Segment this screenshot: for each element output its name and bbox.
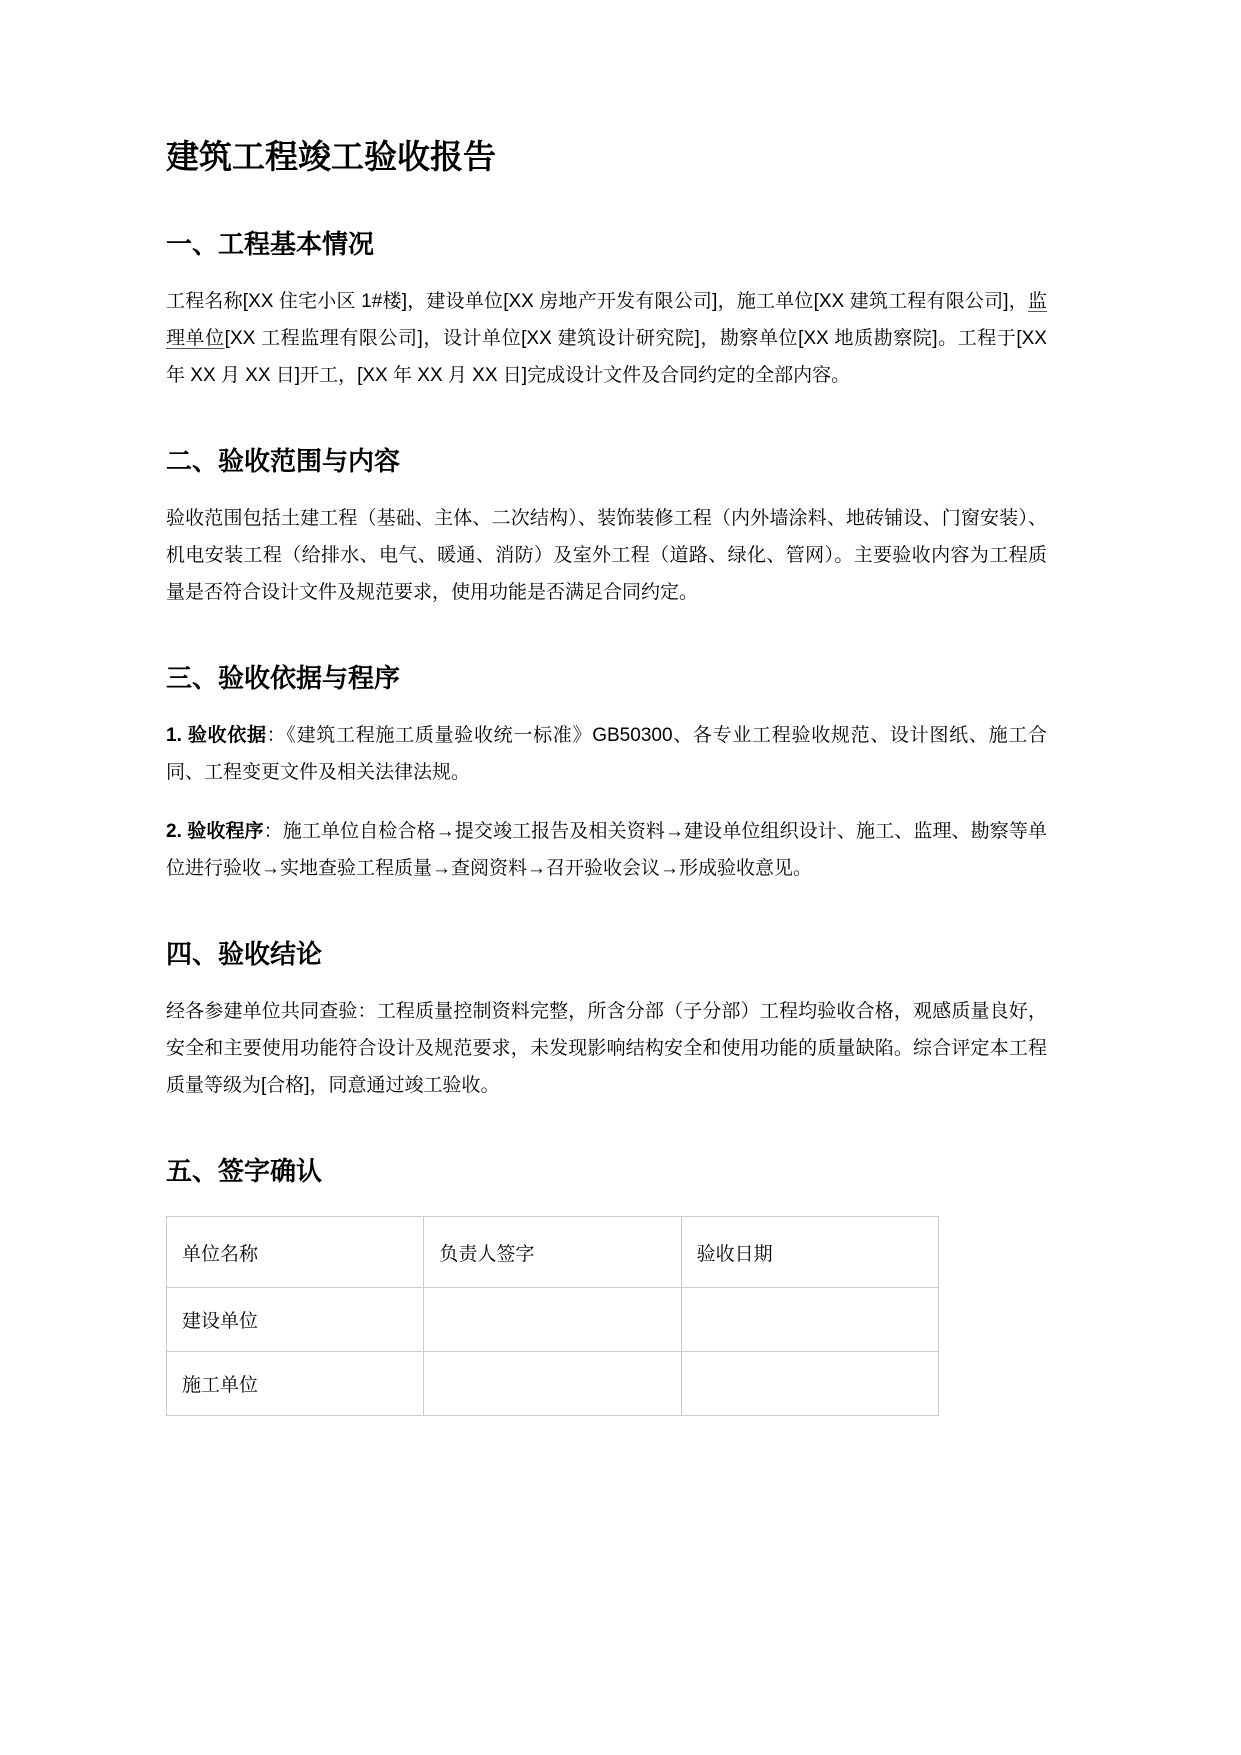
table-cell-date xyxy=(681,1352,938,1416)
project-info-text-before: 工程名称[XX 住宅小区 1#楼]，建设单位[XX 房地产开发有限公司]，施工单位[XX 建筑工程有限公司]， xyxy=(166,291,1028,312)
acceptance-procedure-label: 2. 验收程序 xyxy=(166,821,264,842)
section-heading-5: 五、签字确认 xyxy=(166,1156,323,1186)
table-cell-signature xyxy=(424,1352,681,1416)
table-cell-unit-name: 建设单位 xyxy=(167,1288,424,1352)
table-header-unit-name: 单位名称 xyxy=(167,1217,424,1288)
section-heading-1: 一、工程基本情况 xyxy=(166,229,375,259)
table-header-acceptance-date: 验收日期 xyxy=(681,1217,938,1288)
paragraph-project-info xyxy=(166,283,1047,394)
table-row-construction-client xyxy=(167,1288,939,1352)
table-cell-unit-name: 施工单位 xyxy=(167,1352,424,1416)
paragraph-conclusion: 经各参建单位共同查验：工程质量控制资料完整，所含分部（子分部）工程均验收合格，观感质量良好，安全和主要使用功能符合设计及规范要求，未发现影响结构安全和使用功能的质量缺陷。综合评定本工程质量等级为[合格]，同意通过竣工验收。 xyxy=(166,1001,1047,1096)
section-heading-2: 二、验收范围与内容 xyxy=(166,446,401,476)
acceptance-procedure-text: ：施工单位自检合格→提交竣工报告及相关资料→建设单位组织设计、施工、监理、勘察等单位进行验收→实地查验工程质量→查阅资料→召开验收会议→形成验收意见。 xyxy=(166,821,1047,879)
table-row-contractor xyxy=(167,1352,939,1416)
paragraph-acceptance-basis xyxy=(166,717,1047,791)
table-header-responsible-signature: 负责人签字 xyxy=(424,1217,681,1288)
table-cell-signature xyxy=(424,1288,681,1352)
signature-table xyxy=(166,1216,939,1416)
section-heading-3: 三、验收依据与程序 xyxy=(166,663,401,693)
acceptance-basis-text: ：《建筑工程施工质量验收统一标准》GB50300、各专业工程验收规范、设计图纸、施工合同、工程变更文件及相关法律法规。 xyxy=(166,725,1047,783)
paragraph-acceptance-procedure xyxy=(166,813,1047,887)
table-cell-date xyxy=(681,1288,938,1352)
section-heading-4: 四、验收结论 xyxy=(166,939,323,969)
project-info-text-after: [XX 工程监理有限公司]，设计单位[XX 建筑设计研究院]，勘察单位[XX 地质勘察院]。工程于[XX 年 XX 月 XX 日]开工，[XX 年 XX 月 XX 日]完成设计文件及合同约定的全部内容。 xyxy=(166,328,1047,386)
acceptance-basis-label: 1. 验收依据 xyxy=(166,725,267,746)
paragraph-scope-content: 验收范围包括土建工程（基础、主体、二次结构）、装饰装修工程（内外墙涂料、地砖铺设、门窗安装）、机电安装工程（给排水、电气、暖通、消防）及室外工程（道路、绿化、管网）。主要验收内容为工程质量是否符合设计文件及规范要求，使用功能是否满足合同约定。 xyxy=(166,508,1047,603)
project-info-underlined-term: 监理单位 xyxy=(166,291,1047,349)
signature-table-header-row xyxy=(167,1217,939,1288)
page-title: 建筑工程竣工验收报告 xyxy=(166,138,496,175)
